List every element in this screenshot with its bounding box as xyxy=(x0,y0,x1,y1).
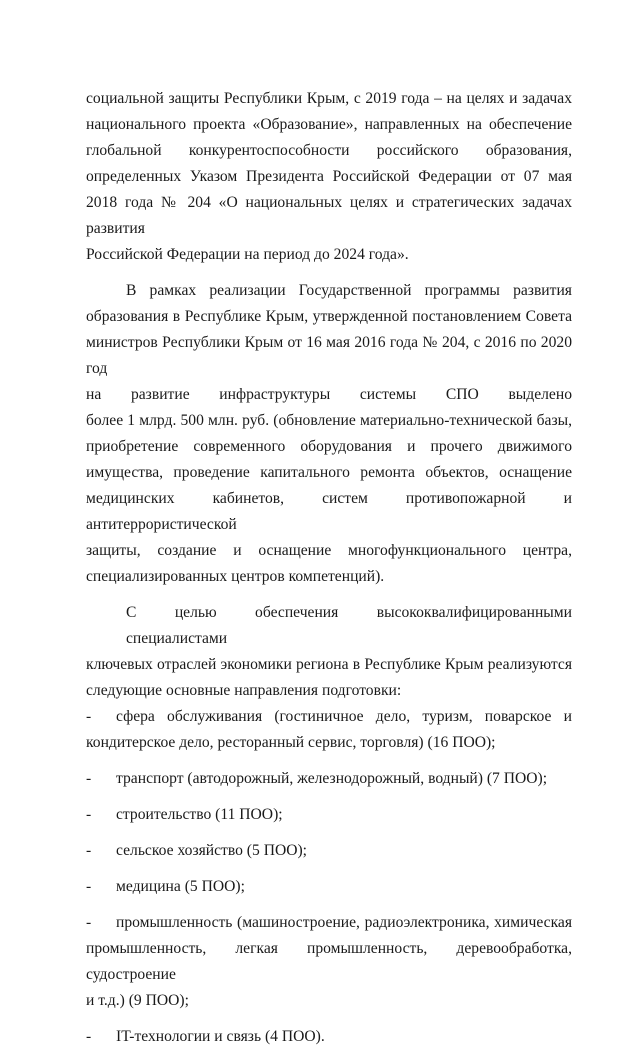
text-line: образования в Республике Крым, утвержденной постановлением Совета xyxy=(86,308,572,325)
list-item-line: и т.д.) (9 ПОО); xyxy=(86,992,189,1009)
list-item xyxy=(86,766,572,792)
text-line: на развитие инфраструктуры системы СПО выделено xyxy=(86,386,572,403)
list-item-line: кондитерское дело, ресторанный сервис, торговля) (16 ПОО); xyxy=(86,734,496,751)
list-item-text: строительство (11 ПОО); xyxy=(116,806,283,823)
list-item-line xyxy=(86,874,572,900)
training-directions-list xyxy=(86,704,572,1050)
list-item-line xyxy=(86,910,572,936)
paragraph-1 xyxy=(86,86,572,268)
text-line: В рамках реализации Государственной программы развития xyxy=(126,282,572,299)
text-line: С целью обеспечения высококвалифицированными специалистами xyxy=(126,604,572,647)
text-line: ключевых отраслей экономики региона в Республике Крым реализуются xyxy=(86,656,572,673)
list-item-text: транспорт (автодорожный, железнодорожный, водный) (7 ПОО); xyxy=(116,770,548,787)
text-line: 2018 года № 204 «О национальных целях и стратегических задачах развития xyxy=(86,194,572,237)
text-line: специализированных центров компетенций). xyxy=(86,568,385,585)
text-line: национального проекта «Образование», направленных на обеспечение xyxy=(86,116,572,133)
list-item-line xyxy=(86,838,572,864)
bullet-dash: - xyxy=(86,770,92,787)
text-line: Российской Федерации на период до 2024 года». xyxy=(86,246,409,263)
text-line: глобальной конкурентоспособности российского образования, xyxy=(86,142,572,159)
document-body xyxy=(86,86,572,1050)
list-item-line xyxy=(86,802,572,828)
text-line: определенных Указом Президента Российской Федерации от 07 мая xyxy=(86,168,572,185)
list-item-text: сфера обслуживания (гостиничное дело, туризм, поварское и xyxy=(116,708,572,725)
text-line: приобретение современного оборудования и прочего движимого xyxy=(86,438,572,455)
text-line: защиты, создание и оснащение многофункционального центра, xyxy=(86,542,572,559)
text-line: следующие основные направления подготовки: xyxy=(86,682,402,699)
list-item-line: промышленность, легкая промышленность, деревообработка, судостроение xyxy=(86,940,572,983)
bullet-dash: - xyxy=(86,914,92,931)
bullet-dash: - xyxy=(86,842,92,859)
bullet-dash: - xyxy=(86,708,92,725)
list-item-line xyxy=(86,1024,572,1050)
text-line: министров Республики Крым от 16 мая 2016 года № 204, с 2016 по 2020 год xyxy=(86,334,572,377)
text-line: более 1 млрд. 500 млн. руб. (обновление материально-технической базы, xyxy=(86,412,572,429)
text-line: медицинских кабинетов, систем противопожарной и антитеррористической xyxy=(86,490,572,533)
list-item xyxy=(86,802,572,828)
list-item xyxy=(86,910,572,1014)
list-item xyxy=(86,1024,572,1050)
list-item-text: промышленность (машиностроение, радиоэлектроника, химическая xyxy=(116,914,572,931)
list-item xyxy=(86,704,572,756)
list-item xyxy=(86,874,572,900)
text-line: имущества, проведение капитального ремонта объектов, оснащение xyxy=(86,464,572,481)
paragraph-3 xyxy=(86,600,572,704)
list-item-text: сельское хозяйство (5 ПОО); xyxy=(116,842,308,859)
text-line: социальной защиты Республики Крым, с 2019 года – на целях и задачах xyxy=(86,90,572,107)
bullet-dash: - xyxy=(86,878,92,895)
list-item xyxy=(86,838,572,864)
bullet-dash: - xyxy=(86,806,92,823)
list-item-line xyxy=(86,766,572,792)
list-item-line xyxy=(86,704,572,730)
list-item-text: медицина (5 ПОО); xyxy=(116,878,245,895)
paragraph-2 xyxy=(86,278,572,590)
list-item-text: IT-технологии и связь (4 ПОО). xyxy=(116,1028,325,1045)
bullet-dash: - xyxy=(86,1028,92,1045)
